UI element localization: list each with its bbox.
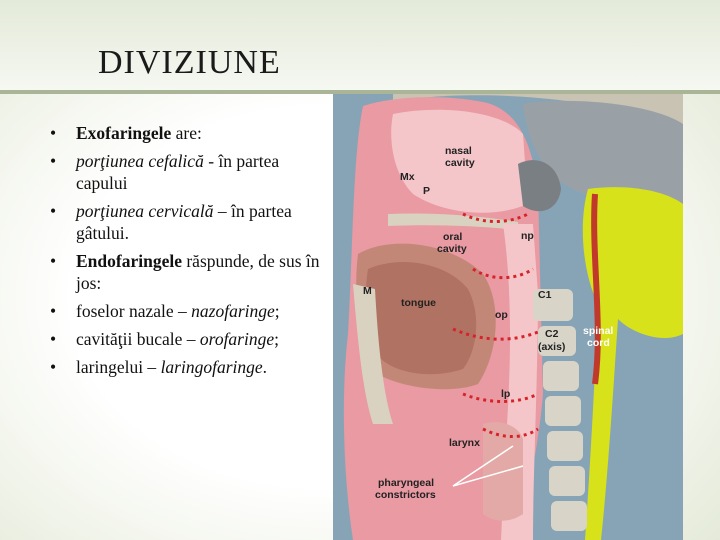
- bullet-text: laringelui –: [76, 357, 161, 377]
- vertebral-artery: [594, 194, 598, 384]
- pharynx-sagittal-figure: [333, 94, 683, 540]
- label-c1: C1: [538, 289, 552, 301]
- bullet-text: ;: [274, 329, 279, 349]
- bullet-marker: •: [50, 357, 57, 377]
- bullet-text: foselor nazale –: [76, 301, 192, 321]
- bullet-text: cavităţii bucale –: [76, 329, 200, 349]
- bullet-text: Exofaringele: [76, 123, 172, 143]
- bullet-text: Endofaringele: [76, 251, 182, 271]
- label-larynx: larynx: [449, 437, 480, 449]
- label-tongue: tongue: [401, 297, 436, 309]
- label-pharyngeal: pharyngeal: [378, 477, 435, 489]
- label-lp: lp: [501, 388, 511, 400]
- slide-title: DIVIZIUNE: [98, 44, 281, 81]
- bullet-marker: •: [50, 251, 57, 271]
- bullet-text: porţiunea cervicală: [76, 201, 214, 221]
- bullet-text: porţiunea cefalică: [76, 151, 204, 171]
- bullet-text: nazofaringe: [191, 301, 275, 321]
- label-oral: oral: [443, 231, 463, 243]
- bullet-item: [50, 356, 330, 378]
- label-op: op: [495, 309, 508, 321]
- label-nasal-cavity: cavity: [445, 157, 475, 169]
- bullet-text: răspunde, de sus în jos:: [76, 251, 320, 293]
- label-spinal-cord: cord: [587, 337, 610, 349]
- label-c2-axis: (axis): [538, 341, 566, 353]
- bullet-text: - în partea capului: [76, 151, 280, 193]
- bullet-item: [50, 250, 330, 294]
- anatomy-illustration: [333, 94, 683, 540]
- label-np: np: [521, 230, 534, 242]
- bullet-marker: •: [50, 123, 57, 143]
- bullet-text: – în partea gâtului.: [76, 201, 292, 243]
- bullet-item: [50, 328, 330, 350]
- bullet-marker: •: [50, 201, 57, 221]
- bullet-marker: •: [50, 329, 57, 349]
- bullet-text: .: [262, 357, 268, 377]
- label-nasal: nasal: [445, 145, 472, 157]
- label-spinal: spinal: [583, 325, 614, 337]
- label-mx: Mx: [400, 171, 415, 183]
- label-p: P: [423, 185, 431, 197]
- label-c2: C2: [545, 328, 559, 340]
- bullet-list: [50, 122, 330, 384]
- label-m: M: [363, 285, 372, 297]
- bullet-text: are:: [171, 123, 202, 143]
- label-constrictors: constrictors: [375, 489, 436, 501]
- bullet-item: [50, 122, 330, 144]
- bullet-item: [50, 200, 330, 244]
- bullet-text: orofaringe: [199, 329, 275, 349]
- bullet-marker: •: [50, 151, 57, 171]
- bullet-text: ;: [274, 301, 280, 321]
- bullet-item: [50, 150, 330, 194]
- bullet-marker: •: [50, 301, 57, 321]
- bullet-text: laringofaringe: [160, 357, 263, 377]
- bullet-item: [50, 300, 330, 322]
- label-oral-cavity: cavity: [437, 243, 467, 255]
